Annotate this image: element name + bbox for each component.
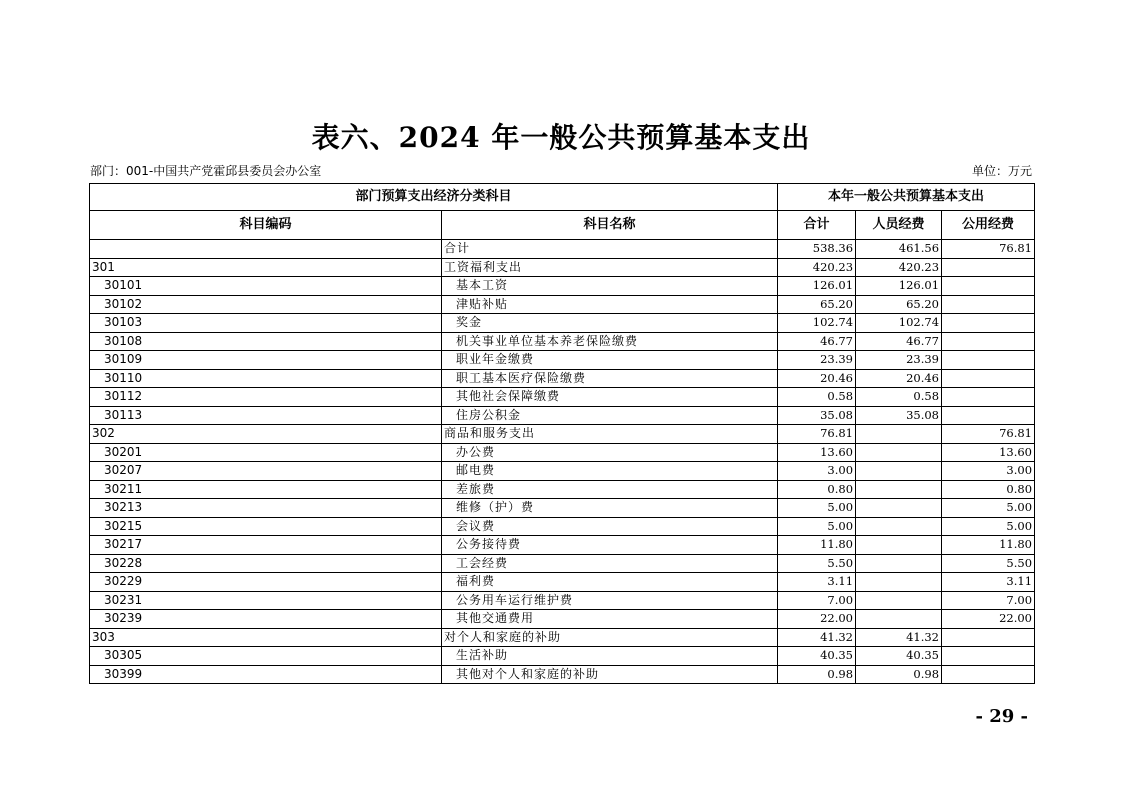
cell-public: 0.80 bbox=[942, 480, 1035, 499]
header-personnel: 人员经费 bbox=[856, 211, 942, 240]
cell-code: 30213 bbox=[90, 499, 442, 518]
cell-personnel: 23.39 bbox=[856, 351, 942, 370]
table-row bbox=[90, 517, 1035, 536]
cell-code: 30211 bbox=[90, 480, 442, 499]
cell-public: 13.60 bbox=[942, 443, 1035, 462]
cell-personnel bbox=[856, 517, 942, 536]
table-row bbox=[90, 351, 1035, 370]
cell-total: 3.00 bbox=[778, 462, 856, 481]
table-row bbox=[90, 406, 1035, 425]
cell-public: 7.00 bbox=[942, 591, 1035, 610]
cell-personnel bbox=[856, 573, 942, 592]
cell-total: 76.81 bbox=[778, 425, 856, 444]
cell-public bbox=[942, 406, 1035, 425]
cell-personnel bbox=[856, 610, 942, 629]
cell-code: 30207 bbox=[90, 462, 442, 481]
table-row bbox=[90, 295, 1035, 314]
header-total: 合计 bbox=[778, 211, 856, 240]
cell-total: 7.00 bbox=[778, 591, 856, 610]
cell-total: 20.46 bbox=[778, 369, 856, 388]
cell-name: 住房公积金 bbox=[442, 406, 778, 425]
cell-public: 22.00 bbox=[942, 610, 1035, 629]
cell-code: 30103 bbox=[90, 314, 442, 333]
table-row bbox=[90, 314, 1035, 333]
table-row bbox=[90, 499, 1035, 518]
cell-code: 30108 bbox=[90, 332, 442, 351]
cell-code: 30109 bbox=[90, 351, 442, 370]
cell-personnel bbox=[856, 425, 942, 444]
table-row bbox=[90, 258, 1035, 277]
cell-name: 其他对个人和家庭的补助 bbox=[442, 665, 778, 684]
cell-code bbox=[90, 240, 442, 259]
cell-public bbox=[942, 277, 1035, 296]
table-row bbox=[90, 536, 1035, 555]
cell-total: 0.58 bbox=[778, 388, 856, 407]
department-label: 部门：001-中国共产党霍邱县委员会办公室 bbox=[90, 164, 322, 178]
table-row bbox=[90, 665, 1035, 684]
cell-name: 办公费 bbox=[442, 443, 778, 462]
cell-public bbox=[942, 295, 1035, 314]
cell-public: 5.00 bbox=[942, 517, 1035, 536]
cell-name: 生活补助 bbox=[442, 647, 778, 666]
cell-personnel bbox=[856, 554, 942, 573]
cell-public bbox=[942, 369, 1035, 388]
cell-total: 5.00 bbox=[778, 517, 856, 536]
cell-total: 102.74 bbox=[778, 314, 856, 333]
header-name: 科目名称 bbox=[442, 211, 778, 240]
cell-name: 基本工资 bbox=[442, 277, 778, 296]
cell-personnel: 126.01 bbox=[856, 277, 942, 296]
cell-total: 126.01 bbox=[778, 277, 856, 296]
table-row bbox=[90, 480, 1035, 499]
cell-personnel: 46.77 bbox=[856, 332, 942, 351]
cell-total: 538.36 bbox=[778, 240, 856, 259]
cell-personnel bbox=[856, 462, 942, 481]
cell-personnel bbox=[856, 591, 942, 610]
cell-personnel bbox=[856, 499, 942, 518]
cell-code: 30217 bbox=[90, 536, 442, 555]
cell-personnel: 41.32 bbox=[856, 628, 942, 647]
cell-name: 奖金 bbox=[442, 314, 778, 333]
cell-code: 30102 bbox=[90, 295, 442, 314]
cell-name: 公务用车运行维护费 bbox=[442, 591, 778, 610]
cell-name: 津贴补贴 bbox=[442, 295, 778, 314]
cell-code: 30229 bbox=[90, 573, 442, 592]
header-code: 科目编码 bbox=[90, 211, 442, 240]
table-row bbox=[90, 332, 1035, 351]
cell-name: 邮电费 bbox=[442, 462, 778, 481]
cell-public: 3.11 bbox=[942, 573, 1035, 592]
table-row bbox=[90, 369, 1035, 388]
cell-public: 5.00 bbox=[942, 499, 1035, 518]
cell-public: 5.50 bbox=[942, 554, 1035, 573]
table-row bbox=[90, 388, 1035, 407]
cell-public bbox=[942, 351, 1035, 370]
cell-name: 机关事业单位基本养老保险缴费 bbox=[442, 332, 778, 351]
cell-public bbox=[942, 647, 1035, 666]
cell-name: 福利费 bbox=[442, 573, 778, 592]
cell-code: 30239 bbox=[90, 610, 442, 629]
cell-name: 职业年金缴费 bbox=[442, 351, 778, 370]
cell-name: 工资福利支出 bbox=[442, 258, 778, 277]
cell-public: 11.80 bbox=[942, 536, 1035, 555]
cell-code: 30112 bbox=[90, 388, 442, 407]
cell-total: 40.35 bbox=[778, 647, 856, 666]
cell-name: 会议费 bbox=[442, 517, 778, 536]
cell-personnel: 0.58 bbox=[856, 388, 942, 407]
table-row bbox=[90, 425, 1035, 444]
cell-code: 301 bbox=[90, 258, 442, 277]
cell-public: 3.00 bbox=[942, 462, 1035, 481]
cell-total: 0.98 bbox=[778, 665, 856, 684]
cell-personnel: 65.20 bbox=[856, 295, 942, 314]
cell-code: 30228 bbox=[90, 554, 442, 573]
budget-table bbox=[89, 183, 1035, 684]
header-public: 公用经费 bbox=[942, 211, 1035, 240]
table-row bbox=[90, 277, 1035, 296]
cell-public bbox=[942, 388, 1035, 407]
cell-total: 41.32 bbox=[778, 628, 856, 647]
header-group-classification: 部门预算支出经济分类科目 bbox=[90, 184, 778, 211]
cell-total: 13.60 bbox=[778, 443, 856, 462]
cell-code: 302 bbox=[90, 425, 442, 444]
cell-personnel: 420.23 bbox=[856, 258, 942, 277]
table-row bbox=[90, 591, 1035, 610]
table-body bbox=[90, 240, 1035, 684]
cell-total: 22.00 bbox=[778, 610, 856, 629]
cell-total: 5.50 bbox=[778, 554, 856, 573]
cell-code: 30215 bbox=[90, 517, 442, 536]
cell-public bbox=[942, 258, 1035, 277]
cell-personnel: 102.74 bbox=[856, 314, 942, 333]
table-row bbox=[90, 647, 1035, 666]
unit-label: 单位：万元 bbox=[971, 164, 1032, 178]
cell-code: 30231 bbox=[90, 591, 442, 610]
cell-total: 0.80 bbox=[778, 480, 856, 499]
cell-total: 5.00 bbox=[778, 499, 856, 518]
cell-public bbox=[942, 665, 1035, 684]
page-title: 表六、2024 年一般公共预算基本支出 bbox=[311, 121, 811, 154]
cell-name: 其他交通费用 bbox=[442, 610, 778, 629]
table-row bbox=[90, 462, 1035, 481]
cell-name: 公务接待费 bbox=[442, 536, 778, 555]
cell-total: 35.08 bbox=[778, 406, 856, 425]
cell-name: 工会经费 bbox=[442, 554, 778, 573]
cell-code: 30110 bbox=[90, 369, 442, 388]
cell-total: 23.39 bbox=[778, 351, 856, 370]
cell-total: 420.23 bbox=[778, 258, 856, 277]
page-number: - 29 - bbox=[975, 706, 1028, 727]
cell-personnel: 40.35 bbox=[856, 647, 942, 666]
table-row bbox=[90, 628, 1035, 647]
table-row bbox=[90, 554, 1035, 573]
cell-code: 30305 bbox=[90, 647, 442, 666]
cell-personnel bbox=[856, 536, 942, 555]
cell-public: 76.81 bbox=[942, 425, 1035, 444]
cell-total: 11.80 bbox=[778, 536, 856, 555]
cell-name: 其他社会保障缴费 bbox=[442, 388, 778, 407]
cell-public bbox=[942, 314, 1035, 333]
cell-total: 65.20 bbox=[778, 295, 856, 314]
cell-personnel bbox=[856, 480, 942, 499]
cell-personnel: 0.98 bbox=[856, 665, 942, 684]
cell-total: 46.77 bbox=[778, 332, 856, 351]
cell-code: 30201 bbox=[90, 443, 442, 462]
cell-personnel: 35.08 bbox=[856, 406, 942, 425]
cell-code: 30399 bbox=[90, 665, 442, 684]
cell-code: 30101 bbox=[90, 277, 442, 296]
cell-public bbox=[942, 332, 1035, 351]
table-row bbox=[90, 240, 1035, 259]
cell-name: 维修（护）费 bbox=[442, 499, 778, 518]
cell-personnel bbox=[856, 443, 942, 462]
cell-name: 差旅费 bbox=[442, 480, 778, 499]
table-row bbox=[90, 610, 1035, 629]
cell-name: 职工基本医疗保险缴费 bbox=[442, 369, 778, 388]
table-row bbox=[90, 573, 1035, 592]
cell-code: 303 bbox=[90, 628, 442, 647]
cell-public: 76.81 bbox=[942, 240, 1035, 259]
cell-name: 商品和服务支出 bbox=[442, 425, 778, 444]
header-group-basic-expenditure: 本年一般公共预算基本支出 bbox=[778, 184, 1035, 211]
table-row bbox=[90, 443, 1035, 462]
cell-public bbox=[942, 628, 1035, 647]
cell-personnel: 461.56 bbox=[856, 240, 942, 259]
cell-code: 30113 bbox=[90, 406, 442, 425]
cell-total: 3.11 bbox=[778, 573, 856, 592]
cell-name: 对个人和家庭的补助 bbox=[442, 628, 778, 647]
cell-name: 合计 bbox=[442, 240, 778, 259]
cell-personnel: 20.46 bbox=[856, 369, 942, 388]
